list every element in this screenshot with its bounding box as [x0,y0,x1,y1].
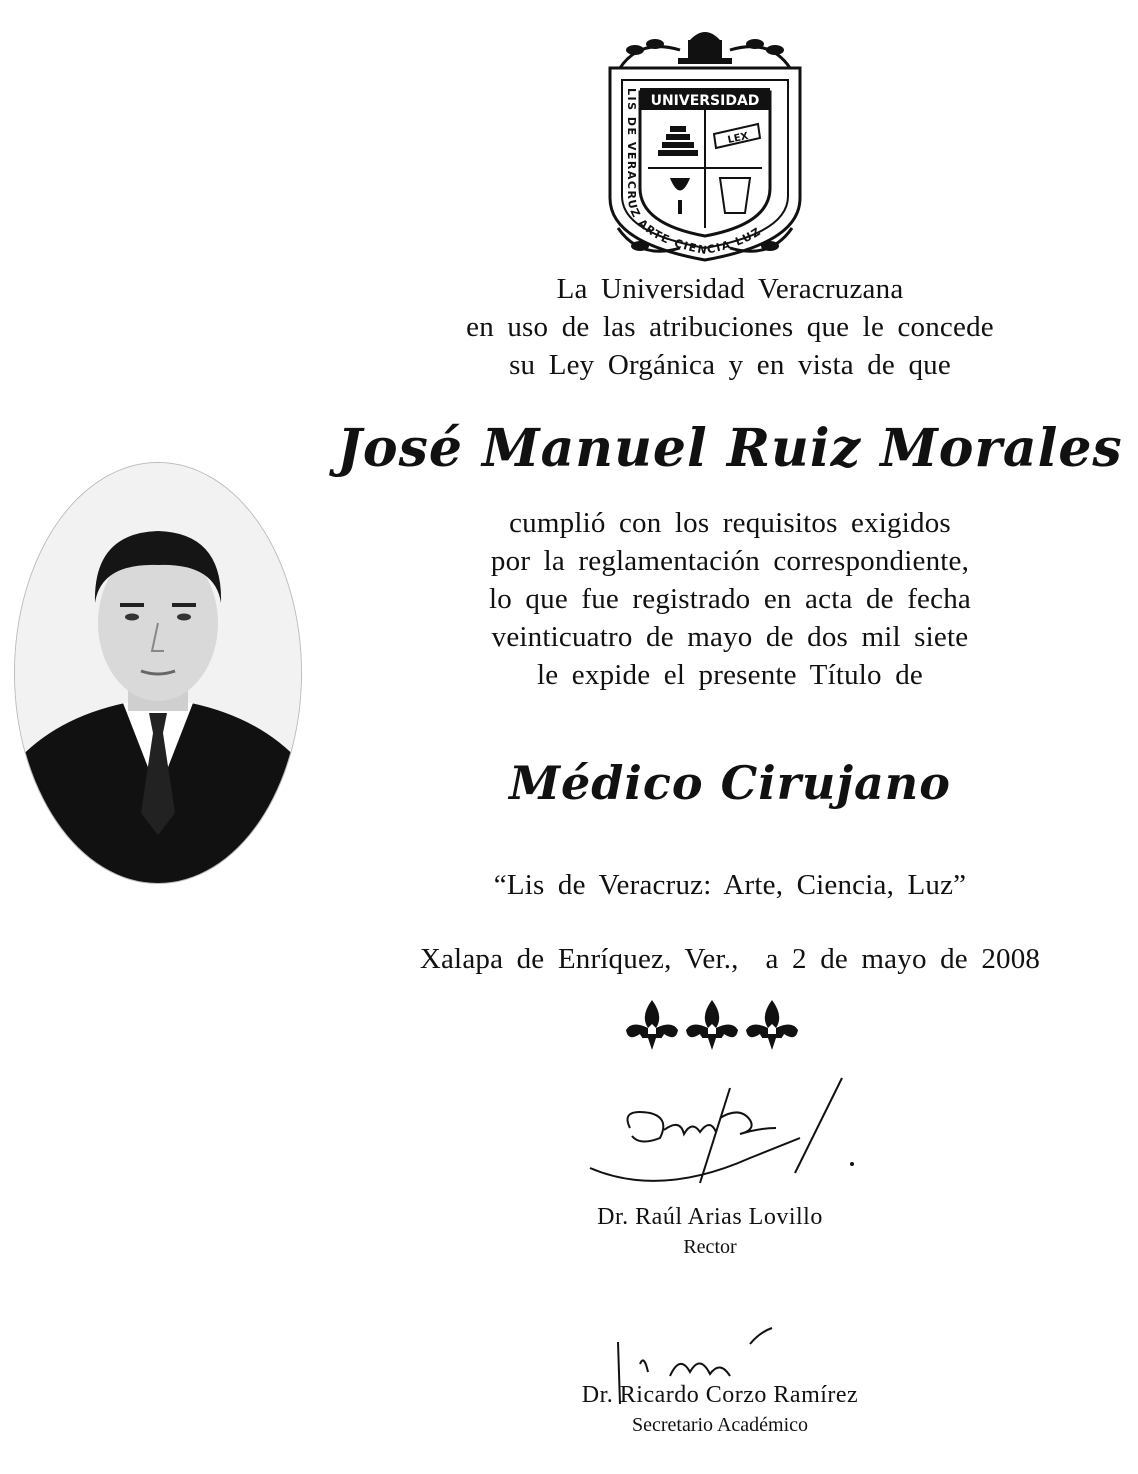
degree-title: Médico Cirujano [509,756,951,810]
statement-line-3: lo que fue registrado en acta de fecha [489,583,971,615]
crest-banner-word: LEX [726,130,750,147]
rector-name: Dr. Raúl Arias Lovillo [597,1204,823,1230]
university-crest-icon [600,28,810,266]
intro-line-2: en uso de las atribuciones que le concede [466,311,994,343]
recipient-photo [14,462,302,884]
secretary-role: Secretario Académico [631,1414,809,1436]
fleur-de-lis-ornament-icon [622,998,802,1052]
secretary-name: Dr. Ricardo Corzo Ramírez [581,1382,859,1408]
rector-role: Rector [683,1236,737,1258]
intro-line-1: La Universidad Veracruzana [556,273,904,305]
crest-ring-text: LIS DE VERACRUZ ARTE CIENCIA LUZ [624,88,764,258]
statement-line-1: cumplió con los requisitos exigidos [509,507,951,539]
intro-line-3: su Ley Orgánica y en vista de que [509,349,951,381]
statement-line-4: veinticuatro de mayo de dos mil siete [491,621,969,653]
portrait-icon [15,463,301,883]
place-date: Xalapa de Enríquez, Ver., a 2 de mayo de 2008 [419,943,1041,975]
rector-signature-icon [580,1068,870,1188]
statement-line-5: le expide el presente Título de [537,659,923,691]
recipient-name: José Manuel Ruiz Morales [337,418,1123,479]
university-motto: “Lis de Veracruz: Arte, Ciencia, Luz” [493,869,967,901]
crest-seal-word: UNIVERSIDAD [650,93,760,109]
statement-line-2: por la reglamentación correspondiente, [490,545,970,577]
